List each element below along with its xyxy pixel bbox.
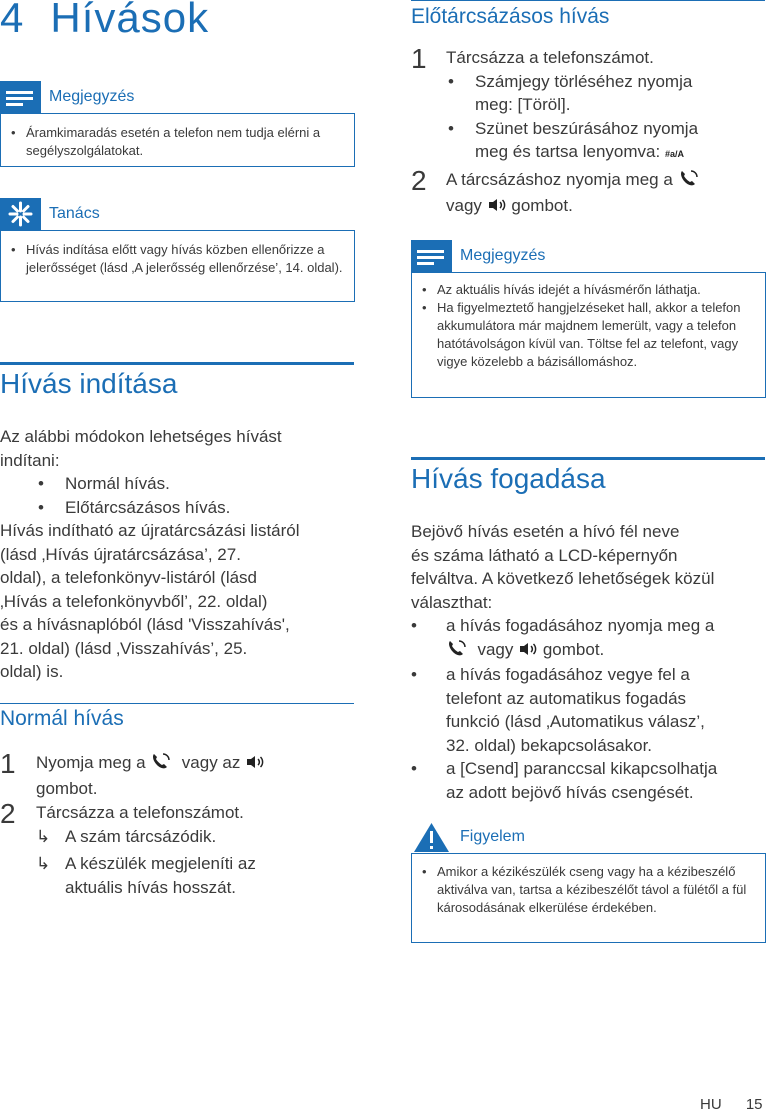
text-line: meg: [Töröl].	[475, 95, 571, 114]
text-line: ‚Hívás a telefonkönyvből’, 22. oldal)	[0, 591, 268, 611]
text-line: felváltva. A következő lehetőségek közül	[411, 569, 715, 588]
list-item: • Előtárcsázásos hívás.	[38, 497, 231, 517]
text-line: Bejövő hívás esetén a hívó fél neve	[411, 522, 680, 541]
page-number: 15	[745, 1096, 763, 1113]
text-line: és a hívásnaplóból (lásd 'Visszahívás',	[0, 615, 290, 634]
text-line: választhat:	[411, 592, 493, 612]
chapter-heading	[0, 0, 209, 42]
predial-step-2: A tárcsázáshoz nyomja meg a vagy gombot.	[446, 168, 764, 219]
phone-call-icon	[150, 752, 172, 777]
list-item: • Normál hívás.	[38, 474, 170, 493]
result-arrow-icon: ↳	[36, 826, 51, 846]
chapter-title: Hívások	[50, 0, 210, 41]
subsection-rule	[411, 0, 765, 1]
text-line: oldal), a telefonkönyv-listáról (lásd	[0, 568, 258, 587]
note-item: • Ha figyelmeztető hangjelzéseket hall, akkor a telefon akkumulátora már majdnem lemerült, vagy a telefon hatótávolságon kívül van. Töltse fel az telefont, vagy vigye közelebb a bázisállomáshoz.	[422, 299, 755, 371]
subsection-title-normal: Normál hívás	[0, 707, 124, 730]
note-box	[411, 272, 766, 398]
section-rule	[411, 457, 765, 460]
text-line: oldal) is.	[0, 662, 64, 681]
tip-icon	[0, 198, 41, 230]
phone-call-icon	[678, 169, 700, 194]
list-item: • Szünet beszúrásához nyomja	[448, 118, 699, 138]
text-line: (lásd ‚Hívás újratárcsázása’, 27.	[0, 544, 241, 564]
step-number: 2	[0, 798, 16, 829]
result-item: ↳ A szám tárcsázódik.	[36, 825, 356, 849]
speaker-icon	[518, 640, 538, 664]
subsection-title-predial: Előtárcsázásos hívás	[411, 5, 610, 28]
result-arrow-icon: ↳	[36, 854, 51, 873]
tip-box	[0, 230, 355, 302]
tip-label: Tanács	[49, 205, 100, 222]
text-line: Az alábbi módokon lehetséges hívást	[0, 427, 282, 446]
warning-label: Figyelem	[460, 828, 525, 845]
note-item: • Az aktuális hívás idejét a hívásmérőn láthatja.	[422, 281, 755, 299]
list-item: • a hívás fogadásához vegye fel a telefont az automatikus fogadás funkció (lásd ‚Automatikus válasz’, 32. oldal) bekapcsolásakor.	[411, 665, 705, 755]
speaker-icon	[487, 196, 507, 220]
note-icon	[0, 81, 41, 113]
hash-key-icon: #a/A	[664, 149, 684, 159]
note-box	[0, 113, 355, 167]
warning-box	[411, 853, 766, 943]
section-rule	[0, 362, 354, 365]
text-line: Hívás indítható az újratárcsázási listáról	[0, 521, 300, 540]
normal-step-1: Nyomja meg a vagy az gombot.	[36, 751, 356, 800]
predial-step-1	[446, 46, 764, 167]
page-footer	[700, 1096, 763, 1113]
text-line: Tárcsázza a telefonszámot.	[446, 48, 654, 67]
list-item: • a [Csend] paranccsal kikapcsolhatja az adott bejövő hívás csengését.	[411, 759, 718, 802]
step-number: 1	[411, 43, 427, 74]
note-label: Megjegyzés	[49, 88, 135, 105]
note-icon	[411, 240, 452, 272]
note-label: Megjegyzés	[460, 247, 546, 264]
list-item: • a hívás fogadásához nyomja meg a vagy gombot.	[411, 614, 765, 663]
step-number: 2	[411, 165, 427, 196]
warning-item: • Amikor a kézikészülék cseng vagy ha a kézibeszélő aktiválva van, tartsa a kézibeszélőt távol a fülétől a fül károsodásának elkerülése érdekében.	[422, 863, 755, 917]
step-number: 1	[0, 748, 16, 779]
section-title-answer: Hívás fogadása	[411, 463, 606, 494]
call-intro	[0, 425, 360, 684]
tip-item: • Hívás indítása előtt vagy hívás közben ellenőrizze a jelerősséget (lásd ‚A jelerősség ellenőrzése’, 14. oldal).	[11, 241, 344, 277]
text-line: indítani:	[0, 450, 60, 470]
list-item: • Számjegy törléséhez nyomja	[448, 71, 693, 91]
subsection-rule	[0, 703, 354, 704]
phone-call-icon	[446, 639, 468, 664]
text-line: és száma látható a LCD-képernyőn	[411, 545, 678, 565]
text-line: Tárcsázza a telefonszámot.	[36, 803, 244, 822]
normal-step-2	[36, 801, 356, 899]
answer-intro	[411, 520, 765, 804]
note-item: • Áramkimaradás esetén a telefon nem tudja elérni a segélyszolgálatokat.	[11, 124, 344, 160]
text-line: meg és tartsa lenyomva: #a/A	[475, 142, 684, 161]
text-line: gombot.	[36, 778, 98, 798]
warning-icon	[411, 820, 452, 854]
chapter-number: 4	[0, 0, 25, 41]
section-title-call: Hívás indítása	[0, 368, 178, 399]
language-code: HU	[700, 1096, 722, 1113]
result-item: ↳ A készülék megjeleníti az	[36, 852, 356, 876]
text-line: 21. oldal) (lásd ‚Visszahívás’, 25.	[0, 638, 248, 658]
text-line: aktuális hívás hosszát.	[65, 877, 237, 897]
speaker-icon	[245, 753, 265, 777]
